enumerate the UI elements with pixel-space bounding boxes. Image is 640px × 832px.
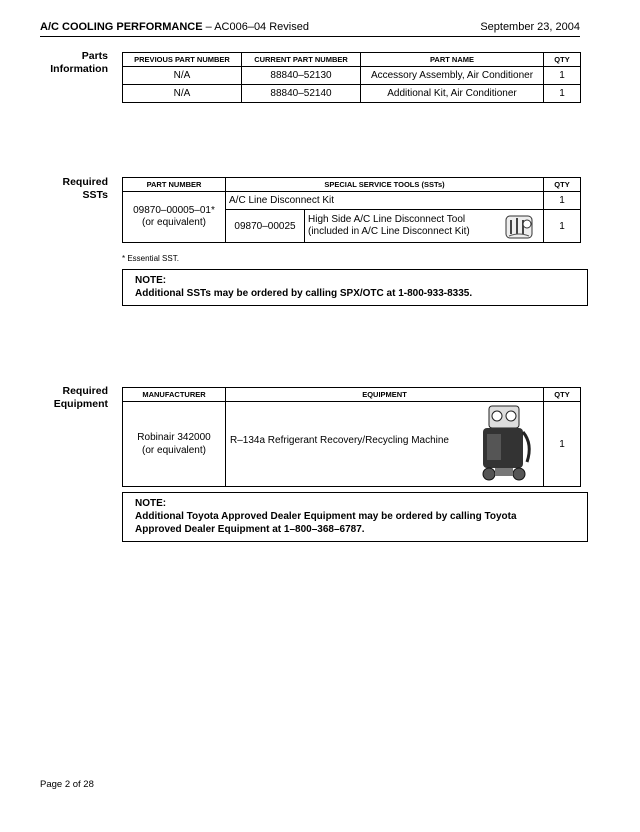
previous-part-number: N/A bbox=[123, 67, 242, 85]
sst-kit-name: A/C Line Disconnect Kit bbox=[226, 192, 544, 210]
label-line: Information bbox=[50, 63, 108, 75]
column-header: CURRENT PART NUMBER bbox=[242, 53, 361, 67]
current-part-number: 88840–52140 bbox=[242, 85, 361, 103]
sst-note bbox=[122, 269, 588, 306]
label-line: Required bbox=[62, 176, 108, 188]
header-left bbox=[40, 21, 309, 33]
table-header-row bbox=[123, 178, 581, 192]
table-row bbox=[123, 402, 581, 487]
page-header bbox=[40, 20, 580, 37]
previous-part-number: N/A bbox=[123, 85, 242, 103]
manufacturer-note: (or equivalent) bbox=[142, 445, 206, 456]
column-header: EQUIPMENT bbox=[226, 388, 544, 402]
sst-tool-part: 09870–00025 bbox=[226, 210, 305, 243]
table-row bbox=[123, 192, 581, 210]
ssts-table bbox=[122, 177, 581, 243]
equipment-name: R–134a Refrigerant Recovery/Recycling Machine bbox=[230, 435, 449, 446]
required-equipment-label bbox=[40, 385, 108, 411]
note-text: Additional SSTs may be ordered by calling SPX/OTC at 1-800-933-8335. bbox=[135, 288, 473, 299]
document-title: A/C COOLING PERFORMANCE bbox=[40, 21, 203, 33]
manufacturer-name: Robinair 342000 bbox=[137, 432, 211, 443]
part-number-text: 09870–00005–01* bbox=[133, 205, 215, 216]
note-text: Additional Toyota Approved Dealer Equipment may be ordered by calling Toyota bbox=[135, 511, 517, 522]
column-header: PART NAME bbox=[361, 53, 544, 67]
sst-part-number bbox=[123, 192, 226, 243]
table-row bbox=[123, 85, 581, 103]
essential-sst-footnote: * Essential SST. bbox=[122, 254, 179, 263]
disconnect-tool-icon bbox=[503, 212, 535, 240]
note-text: Approved Dealer Equipment at 1–800–368–6787. bbox=[135, 524, 365, 535]
part-qty: 1 bbox=[544, 85, 581, 103]
equipment-qty: 1 bbox=[544, 402, 581, 487]
document-subtitle: – AC006–04 Revised bbox=[205, 21, 309, 33]
table-header-row bbox=[123, 388, 581, 402]
column-header: MANUFACTURER bbox=[123, 388, 226, 402]
label-line: Parts bbox=[81, 50, 108, 62]
label-line: SSTs bbox=[82, 189, 108, 201]
tool-name-line: High Side A/C Line Disconnect Tool bbox=[308, 214, 466, 225]
equipment-table bbox=[122, 387, 581, 487]
column-header: QTY bbox=[544, 178, 581, 192]
current-part-number: 88840–52130 bbox=[242, 67, 361, 85]
note-title: NOTE: bbox=[135, 275, 167, 286]
document-date: September 23, 2004 bbox=[480, 21, 580, 33]
sst-tool-cell bbox=[305, 210, 544, 243]
equipment-cell bbox=[226, 402, 544, 487]
label-line: Required bbox=[62, 385, 108, 397]
recovery-machine-image bbox=[475, 404, 535, 482]
parts-table bbox=[122, 52, 581, 103]
label-line: Equipment bbox=[53, 398, 108, 410]
tool-name-line: (included in A/C Line Disconnect Kit) bbox=[308, 226, 470, 237]
required-ssts-label bbox=[40, 176, 108, 202]
equipment-note bbox=[122, 492, 588, 542]
part-qty: 1 bbox=[544, 67, 581, 85]
part-name: Additional Kit, Air Conditioner bbox=[361, 85, 544, 103]
note-title: NOTE: bbox=[135, 498, 167, 509]
part-name: Accessory Assembly, Air Conditioner bbox=[361, 67, 544, 85]
sst-kit-qty: 1 bbox=[544, 192, 581, 210]
sst-tool-qty: 1 bbox=[544, 210, 581, 243]
column-header: PART NUMBER bbox=[123, 178, 226, 192]
manufacturer-cell bbox=[123, 402, 226, 487]
column-header: PREVIOUS PART NUMBER bbox=[123, 53, 242, 67]
column-header: SPECIAL SERVICE TOOLS (SSTs) bbox=[226, 178, 544, 192]
table-row bbox=[123, 67, 581, 85]
column-header: QTY bbox=[544, 53, 581, 67]
table-header-row bbox=[123, 53, 581, 67]
page-number: Page 2 of 28 bbox=[40, 779, 94, 790]
parts-information-label bbox=[40, 50, 108, 76]
column-header: QTY bbox=[544, 388, 581, 402]
part-number-note: (or equivalent) bbox=[142, 217, 206, 228]
